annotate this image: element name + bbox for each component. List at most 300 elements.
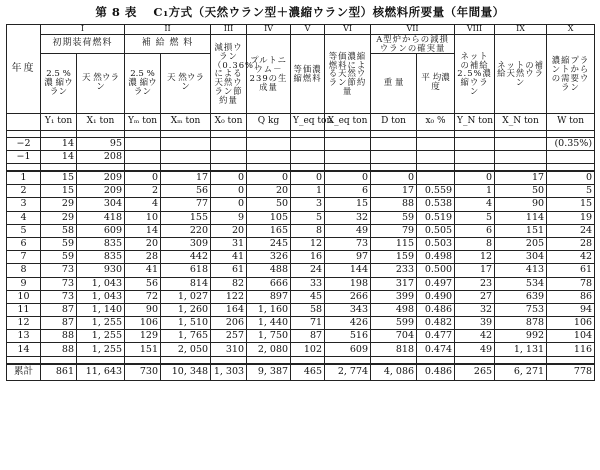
year-cell: 1 [7, 171, 41, 185]
value-cell: 88 [41, 343, 77, 356]
value-cell: 4 [455, 198, 495, 211]
value-cell: 9 [211, 211, 247, 224]
value-cell: 2, 080 [247, 343, 291, 356]
spacer-cell [161, 164, 211, 172]
value-cell: 144 [325, 264, 371, 277]
value-cell: 61 [547, 264, 595, 277]
value-cell [247, 150, 291, 163]
value-cell: 5 [547, 185, 595, 198]
value-cell: 2 [125, 185, 161, 198]
spacer-cell [495, 130, 547, 137]
value-cell: 114 [495, 211, 547, 224]
value-cell: 4 [125, 198, 161, 211]
roman-3: III [211, 25, 247, 35]
value-cell: 498 [371, 303, 417, 316]
value-cell: 0.503 [417, 237, 455, 250]
pre-operation-row [7, 137, 595, 150]
value-cell: 257 [211, 330, 247, 343]
value-cell [161, 150, 211, 163]
year-cell: 6 [7, 237, 41, 250]
value-cell: 897 [247, 290, 291, 303]
spacer-cell [495, 164, 547, 172]
year-cell: 10 [7, 290, 41, 303]
value-cell: 8 [455, 237, 495, 250]
value-cell: 87 [41, 303, 77, 316]
value-cell: 753 [495, 303, 547, 316]
table-row [7, 171, 595, 185]
value-cell: 90 [125, 303, 161, 316]
unit-cell: X_eq ton [325, 113, 371, 130]
value-cell: 1, 027 [161, 290, 211, 303]
table-number: 第 8 表 [95, 5, 137, 19]
value-cell: 79 [371, 224, 417, 237]
value-cell: 0.505 [417, 224, 455, 237]
value-cell: 198 [325, 277, 371, 290]
spacer-cell [41, 356, 77, 364]
value-cell: 609 [325, 343, 371, 356]
spacer-cell [325, 130, 371, 137]
spacer-cell [291, 130, 325, 137]
spacer-cell [211, 130, 247, 137]
value-cell: 835 [77, 237, 125, 250]
value-cell: 442 [161, 251, 211, 264]
value-cell: 0.497 [417, 277, 455, 290]
sub-weight: 重 量 [371, 53, 417, 113]
value-cell: 0 [291, 171, 325, 185]
value-cell: 0 [371, 171, 417, 185]
spacer-cell [125, 356, 161, 364]
value-cell: 11, 643 [77, 364, 125, 381]
value-cell [455, 150, 495, 163]
fuel-requirement-table [6, 24, 595, 381]
spacer-cell [7, 356, 41, 364]
value-cell: 94 [547, 303, 595, 316]
value-cell [211, 150, 247, 163]
value-cell: 992 [495, 330, 547, 343]
table-row [7, 277, 595, 290]
value-cell: 0.519 [417, 211, 455, 224]
spacer-row [7, 164, 595, 172]
value-cell: 115 [371, 237, 417, 250]
sub-initial-natural: 天 然ウラン [77, 53, 125, 113]
value-cell: 6 [325, 185, 371, 198]
value-cell [125, 150, 161, 163]
value-cell: 56 [161, 185, 211, 198]
value-cell: 50 [495, 185, 547, 198]
value-cell: 29 [41, 211, 77, 224]
spacer-cell [125, 130, 161, 137]
spacer-cell [325, 356, 371, 364]
value-cell: 10, 348 [161, 364, 211, 381]
year-cell: 5 [7, 224, 41, 237]
value-cell: 58 [41, 224, 77, 237]
unit-cell: X₀ ton [211, 113, 247, 130]
value-cell [371, 137, 417, 150]
value-cell: 15 [41, 171, 77, 185]
value-cell: 0 [211, 198, 247, 211]
table-row [7, 237, 595, 250]
value-cell: 0.559 [417, 185, 455, 198]
roman-1: I [41, 25, 125, 35]
value-cell: 0 [125, 171, 161, 185]
value-cell: 14 [41, 150, 77, 163]
spacer-cell [371, 130, 417, 137]
value-cell: 309 [161, 237, 211, 250]
value-cell: 56 [125, 277, 161, 290]
value-cell: 265 [455, 364, 495, 381]
value-cell: 488 [247, 264, 291, 277]
value-cell: 88 [41, 330, 77, 343]
value-cell: 0 [547, 171, 595, 185]
value-cell: 17 [455, 264, 495, 277]
unit-cell: W ton [547, 113, 595, 130]
unit-year-blank [7, 113, 41, 130]
table-row [7, 317, 595, 330]
unit-cell: X₁ ton [77, 113, 125, 130]
value-cell: 77 [161, 198, 211, 211]
value-cell: 12 [455, 251, 495, 264]
unit-cell: Q kg [247, 113, 291, 130]
value-cell: 45 [291, 290, 325, 303]
spacer-cell [247, 130, 291, 137]
group-net-enriched: ネットの補給2.5%濃縮ウラン [455, 35, 495, 114]
value-cell: 426 [325, 317, 371, 330]
roman-4: IV [247, 25, 291, 35]
roman-8: VIII [455, 25, 495, 35]
year-cell: −2 [7, 137, 41, 150]
value-cell: 516 [325, 330, 371, 343]
table-row [7, 198, 595, 211]
value-cell: 10 [125, 211, 161, 224]
value-cell [291, 150, 325, 163]
unit-cell: Y₁ ton [41, 113, 77, 130]
table-row [7, 330, 595, 343]
value-cell: 50 [247, 198, 291, 211]
value-cell: 59 [371, 211, 417, 224]
value-cell: 0 [211, 185, 247, 198]
value-cell: 95 [77, 137, 125, 150]
value-cell [291, 137, 325, 150]
value-cell: 106 [547, 317, 595, 330]
unit-row [7, 113, 595, 130]
year-cell: −1 [7, 150, 41, 163]
value-cell: 209 [77, 185, 125, 198]
group-depleted-savings: 減損ウラン（0.36%）による天然ウラン節約量 [211, 35, 247, 114]
spacer-cell [211, 164, 247, 172]
value-cell: 413 [495, 264, 547, 277]
value-cell: 730 [125, 364, 161, 381]
spacer-cell [417, 356, 455, 364]
spacer-cell [547, 164, 595, 172]
value-cell: 0.486 [417, 303, 455, 316]
value-cell [417, 150, 455, 163]
value-cell: 233 [371, 264, 417, 277]
pre-operation-row [7, 150, 595, 163]
value-cell: 930 [77, 264, 125, 277]
value-cell: 1, 750 [247, 330, 291, 343]
value-cell: 1, 140 [77, 303, 125, 316]
value-cell: 6, 271 [495, 364, 547, 381]
value-cell: 220 [161, 224, 211, 237]
spacer-cell [291, 356, 325, 364]
value-cell: 15 [41, 185, 77, 198]
value-cell: 41 [211, 251, 247, 264]
group-enrichment-demand: 濃縮プラントからの需要ウラン [547, 35, 595, 114]
value-cell: 266 [325, 290, 371, 303]
roman-7: VII [371, 25, 455, 35]
value-cell: 32 [325, 211, 371, 224]
spacer-cell [495, 356, 547, 364]
group-equivalent-enriched: 等価濃縮燃料 [291, 35, 325, 114]
roman-10: X [547, 25, 595, 35]
value-cell [417, 171, 455, 185]
value-cell: 1, 160 [247, 303, 291, 316]
value-cell: (0.35%) [547, 137, 595, 150]
value-cell: 106 [125, 317, 161, 330]
year-cell: 8 [7, 264, 41, 277]
value-cell [417, 137, 455, 150]
value-cell: 704 [371, 330, 417, 343]
value-cell: 0 [247, 171, 291, 185]
value-cell: 0 [325, 171, 371, 185]
value-cell: 0 [455, 171, 495, 185]
unit-cell: Y_eq ton [291, 113, 325, 130]
value-cell: 310 [211, 343, 247, 356]
sub-avg-concentration: 平 均濃 度 [417, 53, 455, 113]
value-cell: 205 [495, 237, 547, 250]
group-makeup-fuel: 補 給 燃 料 [125, 35, 211, 54]
spacer-cell [161, 130, 211, 137]
sub-initial-enriched: 2.5 %濃 縮ウラン [41, 53, 77, 113]
value-cell: 20 [211, 224, 247, 237]
value-cell: 87 [291, 330, 325, 343]
value-cell: 1, 131 [495, 343, 547, 356]
year-cell: 2 [7, 185, 41, 198]
value-cell: 15 [547, 198, 595, 211]
group-plutonium: プルトニウム－239の生成量 [247, 35, 291, 114]
spacer-row [7, 130, 595, 137]
spacer-cell [41, 164, 77, 172]
value-cell: 59 [41, 251, 77, 264]
value-cell: 8 [291, 224, 325, 237]
value-cell: 418 [77, 211, 125, 224]
spacer-cell [7, 130, 41, 137]
value-cell: 326 [247, 251, 291, 264]
spacer-cell [7, 164, 41, 172]
spacer-cell [371, 164, 417, 172]
roman-9: IX [495, 25, 547, 35]
value-cell: 245 [247, 237, 291, 250]
table-row [7, 303, 595, 316]
group-depleted-from-a-type: A型炉からの減損ウランの確実量 [371, 35, 455, 54]
spacer-cell [77, 164, 125, 172]
value-cell: 90 [495, 198, 547, 211]
value-cell [161, 137, 211, 150]
value-cell [495, 150, 547, 163]
spacer-cell [547, 356, 595, 364]
value-cell [371, 150, 417, 163]
spacer-cell [455, 164, 495, 172]
value-cell: 1, 303 [211, 364, 247, 381]
value-cell: 159 [371, 251, 417, 264]
spacer-cell [455, 130, 495, 137]
value-cell: 49 [325, 224, 371, 237]
value-cell: 4, 086 [371, 364, 417, 381]
value-cell: 1, 255 [77, 317, 125, 330]
roman-5: V [291, 25, 325, 35]
value-cell [547, 150, 595, 163]
value-cell: 104 [547, 330, 595, 343]
unit-cell: Xₘ ton [161, 113, 211, 130]
table-row [7, 264, 595, 277]
unit-cell: Y_N ton [455, 113, 495, 130]
spacer-cell [247, 164, 291, 172]
value-cell: 778 [547, 364, 595, 381]
value-cell [455, 137, 495, 150]
value-cell: 835 [77, 251, 125, 264]
value-cell: 9, 387 [247, 364, 291, 381]
value-cell: 71 [291, 317, 325, 330]
table-row [7, 343, 595, 356]
value-cell: 42 [547, 251, 595, 264]
value-cell: 3 [291, 198, 325, 211]
spacer-cell [77, 130, 125, 137]
value-cell: 878 [495, 317, 547, 330]
value-cell: 399 [371, 290, 417, 303]
table-row [7, 185, 595, 198]
value-cell: 42 [455, 330, 495, 343]
spacer-cell [161, 356, 211, 364]
value-cell [247, 137, 291, 150]
value-cell: 1, 260 [161, 303, 211, 316]
value-cell: 12 [291, 237, 325, 250]
value-cell: 599 [371, 317, 417, 330]
value-cell: 164 [211, 303, 247, 316]
spacer-cell [417, 130, 455, 137]
sub-makeup-enriched: 2.5 %濃 縮ウラン [125, 53, 161, 113]
value-cell: 1, 255 [77, 330, 125, 343]
value-cell: 16 [291, 251, 325, 264]
value-cell: 28 [547, 237, 595, 250]
value-cell [325, 137, 371, 150]
unit-cell: D ton [371, 113, 417, 130]
value-cell: 6 [455, 224, 495, 237]
value-cell: 87 [41, 317, 77, 330]
value-cell: 1 [455, 185, 495, 198]
value-cell [125, 137, 161, 150]
value-cell: 14 [41, 137, 77, 150]
group-initial-load: 初期装荷燃料 [41, 35, 125, 54]
value-cell: 24 [291, 264, 325, 277]
value-cell: 61 [211, 264, 247, 277]
year-cell: 9 [7, 277, 41, 290]
value-cell: 861 [41, 364, 77, 381]
value-cell: 15 [325, 198, 371, 211]
year-header: 年度 [7, 25, 41, 114]
value-cell: 155 [161, 211, 211, 224]
value-cell: 0.500 [417, 264, 455, 277]
value-cell: 41 [125, 264, 161, 277]
value-cell: 102 [291, 343, 325, 356]
value-cell: 1, 440 [247, 317, 291, 330]
value-cell: 1, 043 [77, 290, 125, 303]
table-row [7, 211, 595, 224]
value-cell: 58 [291, 303, 325, 316]
value-cell: 0.482 [417, 317, 455, 330]
value-cell: 818 [371, 343, 417, 356]
value-cell: 1 [291, 185, 325, 198]
spacer-cell [325, 164, 371, 172]
value-cell: 73 [41, 264, 77, 277]
value-cell: 86 [547, 290, 595, 303]
total-row [7, 364, 595, 381]
value-cell: 129 [125, 330, 161, 343]
value-cell: 465 [291, 364, 325, 381]
document-title [0, 4, 600, 20]
value-cell: 151 [125, 343, 161, 356]
table-row [7, 224, 595, 237]
spacer-cell [125, 164, 161, 172]
value-cell: 88 [371, 198, 417, 211]
value-cell: 29 [41, 198, 77, 211]
value-cell: 206 [211, 317, 247, 330]
value-cell: 0.538 [417, 198, 455, 211]
value-cell: 618 [161, 264, 211, 277]
value-cell: 0.474 [417, 343, 455, 356]
value-cell: 534 [495, 277, 547, 290]
year-cell: 13 [7, 330, 41, 343]
table-caption: C₁方式（天然ウラン型＋濃縮ウラン型）核燃料所要量（年間量） [153, 5, 505, 19]
spacer-cell [455, 356, 495, 364]
value-cell: 73 [41, 290, 77, 303]
value-cell: 304 [77, 198, 125, 211]
spacer-cell [77, 356, 125, 364]
value-cell: 209 [77, 171, 125, 185]
value-cell: 151 [495, 224, 547, 237]
value-cell: 814 [161, 277, 211, 290]
spacer-cell [211, 356, 247, 364]
group-equivalent-savings: 等価濃縮燃料による天然ウラン節約量 [325, 35, 371, 114]
value-cell: 0 [211, 171, 247, 185]
spacer-cell [417, 164, 455, 172]
group-net-natural: ネットの補給天然ウラン [495, 35, 547, 114]
value-cell: 1, 510 [161, 317, 211, 330]
spacer-row [7, 356, 595, 364]
roman-2: II [125, 25, 211, 35]
value-cell [325, 150, 371, 163]
value-cell: 1, 255 [77, 343, 125, 356]
unit-cell: x₀ % [417, 113, 455, 130]
spacer-cell [41, 130, 77, 137]
value-cell: 59 [41, 237, 77, 250]
spacer-cell [291, 164, 325, 172]
value-cell: 2, 774 [325, 364, 371, 381]
value-cell: 0.486 [417, 364, 455, 381]
value-cell: 165 [247, 224, 291, 237]
spacer-cell [247, 356, 291, 364]
spacer-cell [371, 356, 417, 364]
value-cell: 73 [41, 277, 77, 290]
value-cell: 609 [77, 224, 125, 237]
value-cell: 343 [325, 303, 371, 316]
value-cell: 28 [125, 251, 161, 264]
year-cell: 11 [7, 303, 41, 316]
value-cell: 1, 765 [161, 330, 211, 343]
value-cell: 17 [495, 171, 547, 185]
value-cell: 116 [547, 343, 595, 356]
value-cell: 2, 050 [161, 343, 211, 356]
value-cell: 32 [455, 303, 495, 316]
